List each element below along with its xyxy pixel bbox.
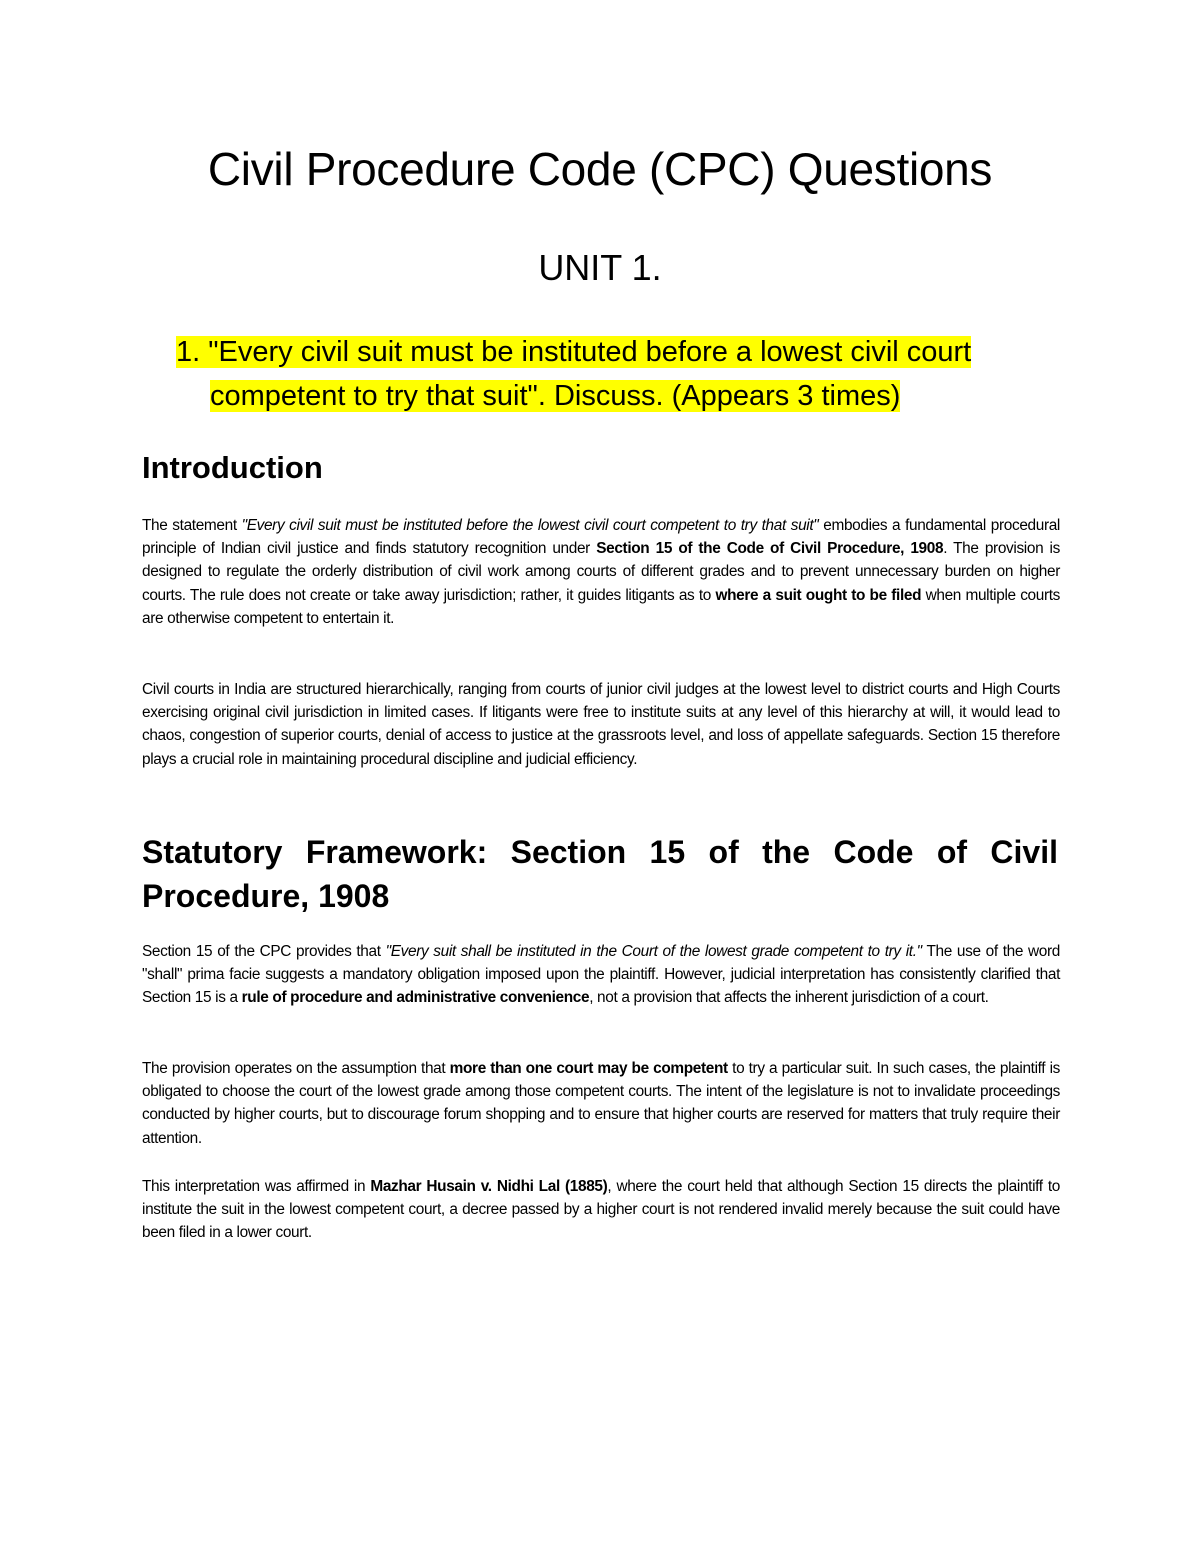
text-run: This interpretation was affirmed in [142, 1178, 371, 1195]
page-title: Civil Procedure Code (CPC) Questions [207, 143, 993, 195]
text-run: Section 15 of the CPC provides that [142, 943, 386, 960]
question-text-1: "Every civil suit must be instituted before a lowest civil court [208, 336, 972, 368]
text-run: to try a particular suit. In such cases, the plaintiff is obligated to choose the court of the lowest grade among those competent courts. The intent of the legislature is not to invalidate proceedings conducted by higher courts, but to discourage forum shopping and to ensure that higher courts are reserved for matters that truly require their attention. [142, 1060, 1060, 1147]
statutory-paragraph-2 [142, 1057, 1060, 1150]
text-run: . The provision is designed to regulate the orderly distribution of civil work among courts of different grades and to prevent unnecessary burden on higher courts. The rule does not create or take away jurisdiction; rather, it guides litigants as to [142, 540, 1060, 604]
question-highlighted [176, 330, 1076, 418]
statutory-framework-heading: Statutory Framework: Section 15 of the Code of Civil Procedure, 1908 [142, 834, 1058, 914]
bold-phrase: rule of procedure and administrative convenience [241, 989, 590, 1007]
statutory-paragraph-3 [142, 1175, 1060, 1245]
bold-phrase: more than one court may be competent [449, 1060, 728, 1077]
question-line-2 [176, 374, 1076, 418]
text-run: The provision operates on the assumption that [142, 1060, 450, 1077]
unit-heading: UNIT 1. [538, 247, 662, 288]
introduction-heading: Introduction [142, 450, 323, 485]
text-run: The statement [142, 517, 242, 534]
italic-quote: "Every civil suit must be instituted before the lowest civil court competent to try that suit" [241, 517, 819, 534]
question-number: 1. [176, 336, 201, 368]
bold-phrase: where a suit ought to be filed [715, 586, 922, 604]
question-highlight-2: competent to try that suit". Discuss. (Appears 3 times) [210, 380, 901, 412]
question-line-1 [176, 330, 1076, 374]
text-run: embodies a fundamental procedural principle of Indian civil justice and finds statutory recognition under [142, 517, 1061, 558]
text-run: , where the court held that although Section 15 directs the plaintiff to institute the suit in the lowest competent court, a decree passed by a higher court is not rendered invalid merely because the suit could have been filed in a lower court. [142, 1178, 1060, 1242]
question-highlight-1 [176, 336, 971, 368]
text-run: , not a provision that affects the inherent jurisdiction of a court. [589, 989, 989, 1007]
case-citation: Mazhar Husain v. Nidhi Lal (1885) [370, 1178, 608, 1195]
introduction-paragraph-2: Civil courts in India are structured hierarchically, ranging from courts of junior civil judges at the lowest level to district courts and High Courts exercising original civil jurisdiction in limited cases. If litigants were free to institute suits at any level of this hierarchy at will, it would lead to chaos, congestion of superior courts, denial of access to justice at the grassroots level, and loss of appellate safeguards. Section 15 therefore plays a crucial role in maintaining procedural discipline and judicial efficiency. [142, 681, 1060, 768]
statutory-paragraph-1 [142, 940, 1060, 1010]
italic-quote: "Every suit shall be instituted in the Court of the lowest grade competent to try it." [385, 943, 922, 960]
bold-citation: Section 15 of the Code of Civil Procedure, 1908 [596, 540, 944, 558]
text-run: The use of the word "shall" prima facie suggests a mandatory obligation imposed upon the plaintiff. However, judicial interpretation has consistently clarified that Section 15 is a [142, 943, 1060, 1007]
introduction-paragraph-1 [142, 514, 1060, 630]
text-run: when multiple courts are otherwise competent to entertain it. [142, 586, 1060, 627]
